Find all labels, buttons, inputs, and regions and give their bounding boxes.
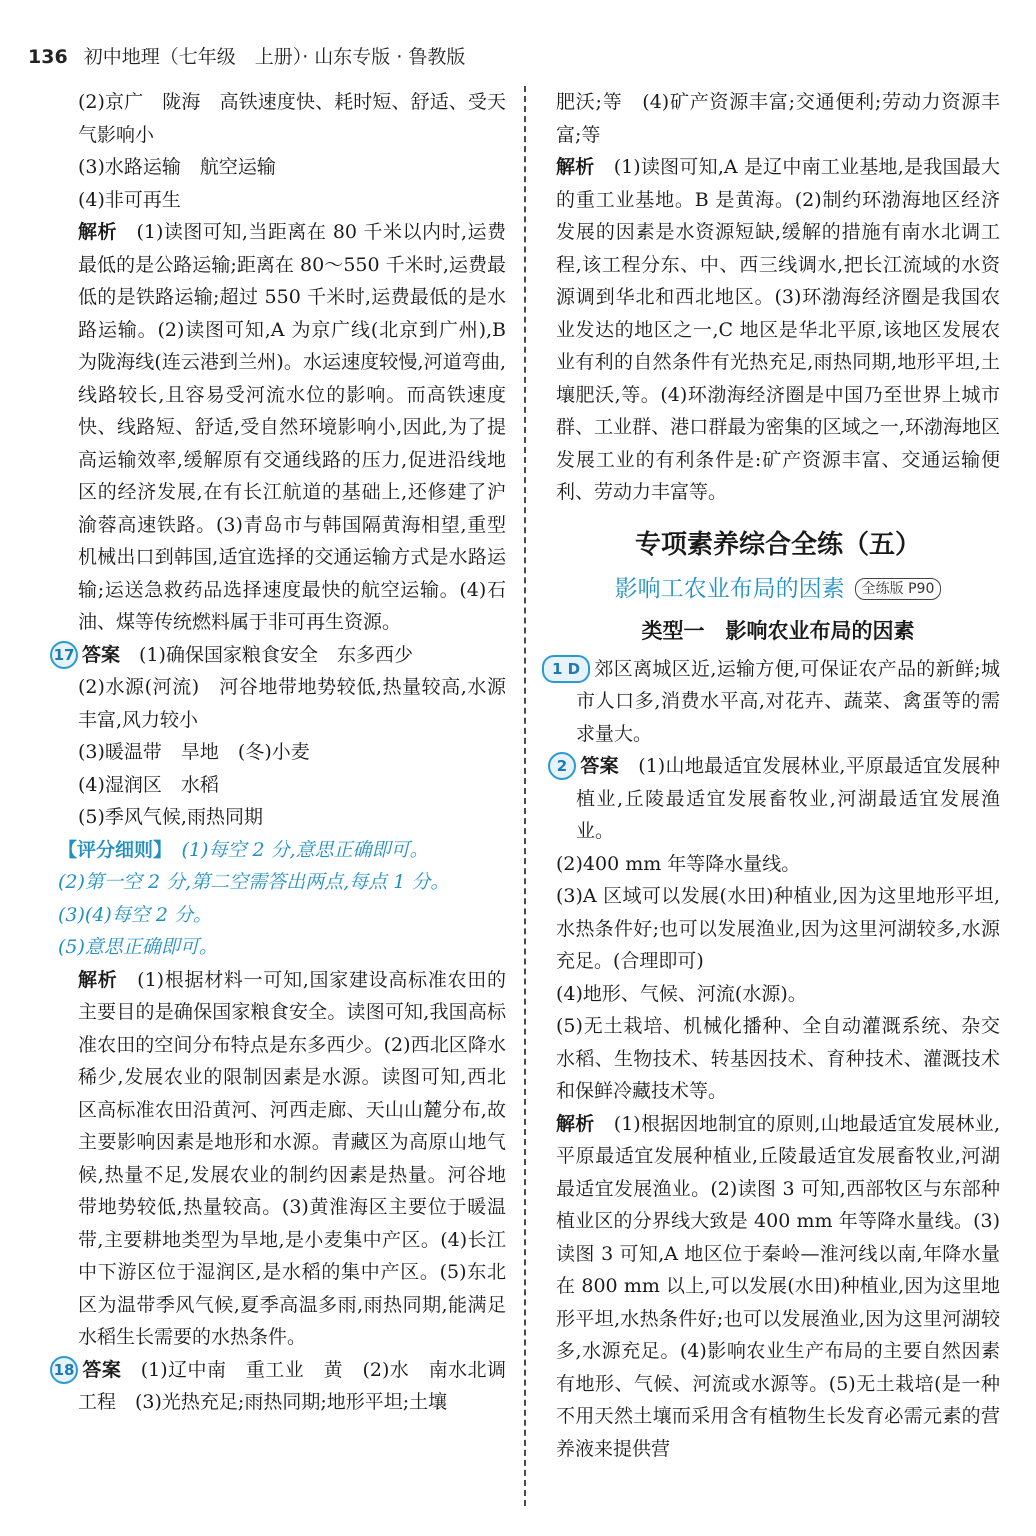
- analysis-label: 解析: [78, 221, 117, 243]
- analysis-text: (1)读图可知,A 是辽中南工业基地,是我国最大的重工业基地。B 是黄海。(2)制约环渤海地区经济发展的因素是水资源短缺,缓解的措施有南水北调工程,该工程分东、中、西三线调水,把长江流域的水资源调到华北和西北地区。(3)环渤海经济圈是我国农业发达的地区之一,C 地区是华北平原,该地区发展农业有利的自然条件有光热充足,雨热同期,地形平坦,土壤肥沃,等。(4)环渤海经济圈是中国乃至世界上城市群、工业群、港口群最为密集的区域之一,环渤海地区发展工业的有利条件是:矿产资源丰富、交通运输便利、劳动力丰富等。: [556, 156, 1000, 503]
- scoring-rule-1: [58, 834, 506, 867]
- question-number-18: 18: [50, 1356, 78, 1384]
- q17-answer-3: (3)暖温带 旱地 (冬)小麦: [78, 741, 310, 763]
- column-divider: [524, 86, 526, 1506]
- q17-answer-5: (5)季风气候,雨热同期: [78, 806, 263, 828]
- q2-answer-3: (3)A 区域可以发展(水田)种植业,因为这里地形平坦,水热条件好;也可以发展渔业,因为这里河湖较多,水源充足。(合理即可): [556, 885, 1000, 972]
- q17-analysis: [58, 964, 506, 1354]
- book-title: 初中地理（七年级 上册）· 山东专版 · 鲁教版: [83, 46, 466, 68]
- q18-answer: [53, 1354, 506, 1419]
- scoring-rule-text: (1)每空 2 分,意思正确即可。: [181, 838, 429, 861]
- q1-text: 郊区离城区近,运输方便,可保证农产品的新鲜;城市人口多,消费水平高,对花卉、蔬菜、禽蛋等的需求量大。: [576, 657, 1000, 745]
- answer-label: 答案: [82, 643, 121, 666]
- q18-analysis: [556, 151, 1000, 509]
- q2-answer-5: (5)无土栽培、机械化播种、全自动灌溉系统、杂交水稻、生物技术、转基因技术、育种技术、灌溉技术和保鲜冷藏技术等。: [556, 1015, 1000, 1102]
- question-number-2: 2: [548, 752, 576, 780]
- q18-answer-continued: 肥沃;等 (4)矿产资源丰富;交通便利;劳动力资源丰富;等: [556, 91, 1000, 146]
- scoring-rule-3: (3)(4)每空 2 分。: [58, 903, 212, 926]
- answer-text: (1)山地最适宜发展林业,平原最适宜发展种植业,丘陵最适宜发展畜牧业,河湖最适宜发展渔业。: [576, 755, 1000, 842]
- analysis-label: 解析: [78, 968, 118, 991]
- q16-answer-3: (3)水路运输 航空运输: [78, 156, 276, 178]
- q1-answer: [552, 653, 1000, 751]
- practice-page-tag: 全练版 P90: [855, 578, 942, 600]
- q17-answer-4: (4)湿润区 水稻: [78, 773, 219, 796]
- analysis-text: (1)根据因地制宜的原则,山地最适宜发展林业,平原最适宜发展种植业,丘陵最适宜发展畜牧业,河湖最适宜发展渔业。(2)读图 3 可知,西部牧区与东部种植业区的分界线大致是 400 mm 年等降水量线。(3)读图 3 可知,A 地区位于秦岭—淮河线以南,年降水量在 800 mm 以上,可以发展(水田)种植业,因为这里地形平坦,水热条件好;也可以发展渔业,因为这里河湖较多,水源充足。(4)影响农业生产布局的主要自然因素有地形、气候、河流或水源等。(5)无土栽培(是一种不用天然土壤而采用含有植物生长发育必需元素的营养液来提供营: [556, 1112, 1000, 1460]
- q17-answer-1: [53, 639, 506, 672]
- section-title: 专项素养综合全练（五）: [634, 529, 921, 560]
- q17-answer-2: (2)水源(河流) 河谷地带地势较低,热量较高,水源丰富,风力较小: [78, 676, 506, 731]
- analysis-label: 解析: [556, 156, 595, 178]
- answer-text: (1)确保国家粮食安全 东多西少: [139, 643, 413, 666]
- question-number-17: 17: [50, 641, 78, 669]
- scoring-rule-label: 【评分细则】: [58, 838, 163, 861]
- right-column: [552, 86, 1000, 1465]
- scoring-rule-4: (5)意思正确即可。: [58, 936, 218, 958]
- q2-answer-4: (4)地形、气候、河流(水源)。: [556, 982, 807, 1005]
- page-number: 136: [28, 46, 68, 68]
- question-number-1-badge: 1 D: [542, 655, 590, 683]
- analysis-label: 解析: [556, 1112, 595, 1135]
- q16-analysis: [58, 216, 506, 639]
- analysis-text: (1)读图可知,当距离在 80 千米以内时,运费最低的是公路运输;距离在 80～550 千米时,运费最低的是铁路运输;超过 550 千米时,运费最低的是水路运输。(2)读图可知,A 为京广线(北京到广州),B 为陇海线(连云港到兰州)。水运速度较慢,河道弯曲,线路较长,且容易受河流水位的影响。而高铁速度快、线路短、舒适,受自然环境影响小,因此,为了提高运输效率,缓解原有交通线路的压力,促进沿线地区的经济发展,在有长江航道的基础上,还修建了沪渝蓉高速铁路。(3)青岛市与韩国隔黄海相望,重型机械出口到韩国,适宜选择的交通运输方式是水路运输;运送急救药品选择速度最快的航空运输。(4)石油、煤等传统燃料属于非可再生资源。: [78, 221, 506, 633]
- type-title: 类型一 影响农业布局的因素: [641, 618, 915, 643]
- q16-answer-2: (2)京广 陇海 高铁速度快、耗时短、舒适、受天气影响小: [78, 91, 506, 146]
- page-header: [28, 42, 465, 69]
- q2-answer-1: [556, 750, 1000, 848]
- answer-label: 答案: [580, 755, 619, 777]
- q16-answer-4: (4)非可再生: [78, 188, 181, 211]
- analysis-text: (1)根据材料一可知,国家建设高标准农田的主要目的是确保国家粮食安全。读图可知,我国高标准农田的空间分布特点是东多西少。(2)西北区降水稀少,发展农业的限制因素是水源。读图可知,西北区高标准农田沿黄河、河西走廊、天山山麓分布,故主要影响因素是地形和水源。青藏区为高原山地气候,热量不足,发展农业的制约因素是热量。河谷地带地势较低,热量较高。(3)黄淮海区主要位于暖温带,主要耕地类型为旱地,是小麦集中产区。(4)长江中下游区位于湿润区,是水稻的集中产区。(5)东北区为温带季风气候,夏季高温多雨,雨热同期,能满足水稻生长需要的水热条件。: [78, 968, 506, 1348]
- subtitle-text: 影响工农业布局的因素: [614, 575, 845, 602]
- section-subtitle: [556, 569, 1000, 609]
- left-column: [53, 86, 506, 1419]
- answer-text: (1)辽中南 重工业 黄 (2)水 南水北调工程 (3)光热充足;雨热同期;地形平坦;土壤: [78, 1358, 506, 1413]
- answer-label: 答案: [82, 1358, 122, 1381]
- q2-analysis: [556, 1108, 1000, 1466]
- scoring-rule-2: (2)第一空 2 分,第二空需答出两点,每点 1 分。: [58, 871, 450, 893]
- q2-answer-2: (2)400 mm 年等降水量线。: [556, 852, 801, 875]
